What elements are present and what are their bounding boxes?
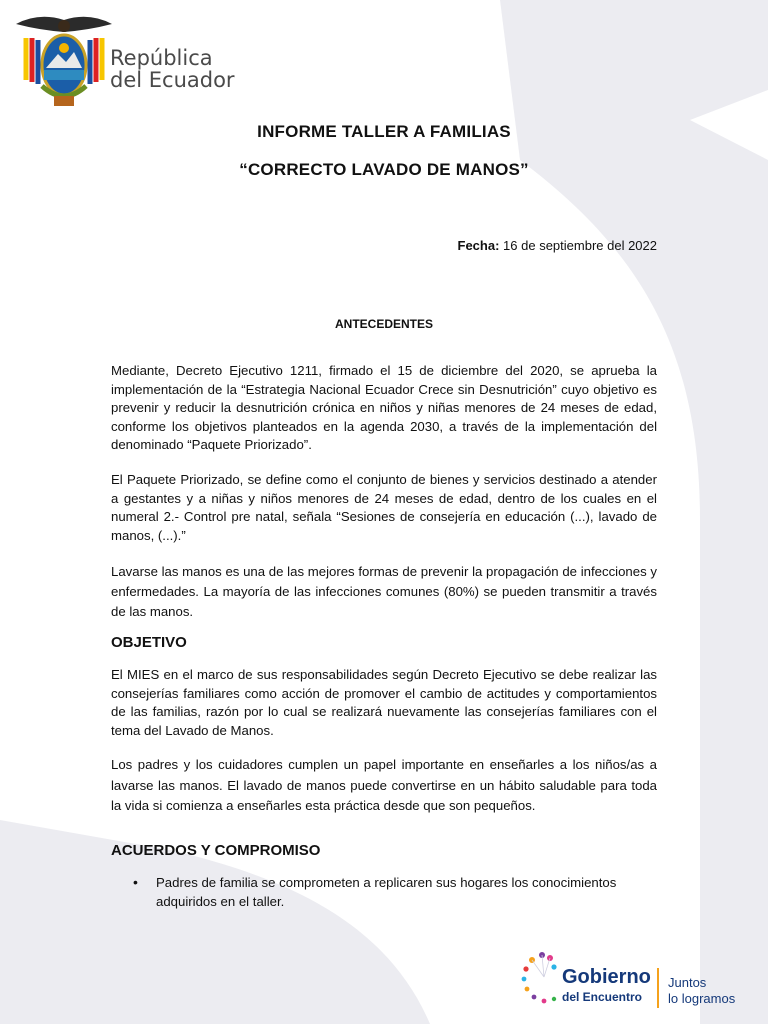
objetivo-paragraph-1: El MIES en el marco de sus responsabilidades según Decreto Ejecutivo se debe realizar las consejerías familiares como acción de promover el cambio de actitudes y comportamientos de las familias, razón por lo cual se realizará nuevamente las consejerías familiares con el tema del Lavado de Manos. bbox=[111, 667, 657, 738]
encuentro-label: del Encuentro bbox=[562, 990, 643, 1004]
gobierno-encuentro-logo-icon bbox=[518, 947, 560, 1007]
document-title-line-1: INFORME TALLER A FAMILIAS bbox=[257, 122, 511, 141]
bullet-marker: • bbox=[133, 874, 138, 890]
antecedentes-paragraph-2: El Paquete Priorizado, se define como el conjunto de bienes y servicios destinado a atender a gestantes y a niñas y niños menores de 24 meses de edad, dentro de los cuales en el numeral 2.- Control pre natal, señala “Sesiones de consejería en educación (...), lavado de manos, (...).” bbox=[111, 472, 657, 543]
brand-name bbox=[110, 47, 235, 91]
slogan-line-1: Juntos bbox=[668, 975, 707, 990]
brand-line-2: del Ecuador bbox=[110, 68, 235, 92]
date-line bbox=[458, 238, 657, 253]
acuerdos-list-item: Padres de familia se comprometen a replicaren sus hogares los conocimientos adquiridos en el taller. bbox=[156, 875, 617, 909]
brand-line-1: República bbox=[110, 46, 213, 70]
section-heading-antecedentes: ANTECEDENTES bbox=[334, 317, 433, 331]
slogan-line-2: lo logramos bbox=[668, 991, 736, 1006]
section-heading-acuerdos: ACUERDOS Y COMPROMISO bbox=[111, 842, 321, 859]
document-title-line-2: “CORRECTO LAVADO DE MANOS” bbox=[239, 160, 529, 179]
ecuador-coat-of-arms-logo bbox=[14, 10, 114, 115]
date-label: Fecha: bbox=[457, 238, 500, 253]
gobierno-label: Gobierno bbox=[562, 966, 651, 988]
footer-divider bbox=[657, 968, 659, 1008]
section-heading-objetivo: OBJETIVO bbox=[111, 634, 187, 651]
date-value: 16 de septiembre del 2022 bbox=[503, 238, 657, 253]
antecedentes-paragraph-1: Mediante, Decreto Ejecutivo 1211, firmado el 15 de diciembre del 2020, se aprueba la implementación de la “Estrategia Nacional Ecuador Crece sin Desnutrición” cuyo objetivo es prevenir y reducir la desnutrición crónica en niños y niñas menores de 24 meses de edad, conforme los objetivos planteados en la agenda 2030, a través de la implementación del denominado “Paquete Priorizado”. bbox=[111, 363, 657, 452]
objetivo-paragraph-2: Los padres y los cuidadores cumplen un papel importante en enseñarles a los niños/as a lavarse las manos. El lavado de manos puede convertirse en un hábito saludable para toda la vida si comienza a enseñarles esta práctica desde que son pequeños. bbox=[111, 757, 657, 813]
antecedentes-paragraph-3: Lavarse las manos es una de las mejores formas de prevenir la propagación de infecciones y enfermedades. La mayoría de las infecciones comunes (80%) se pueden transmitir a través de las manos. bbox=[111, 564, 657, 619]
